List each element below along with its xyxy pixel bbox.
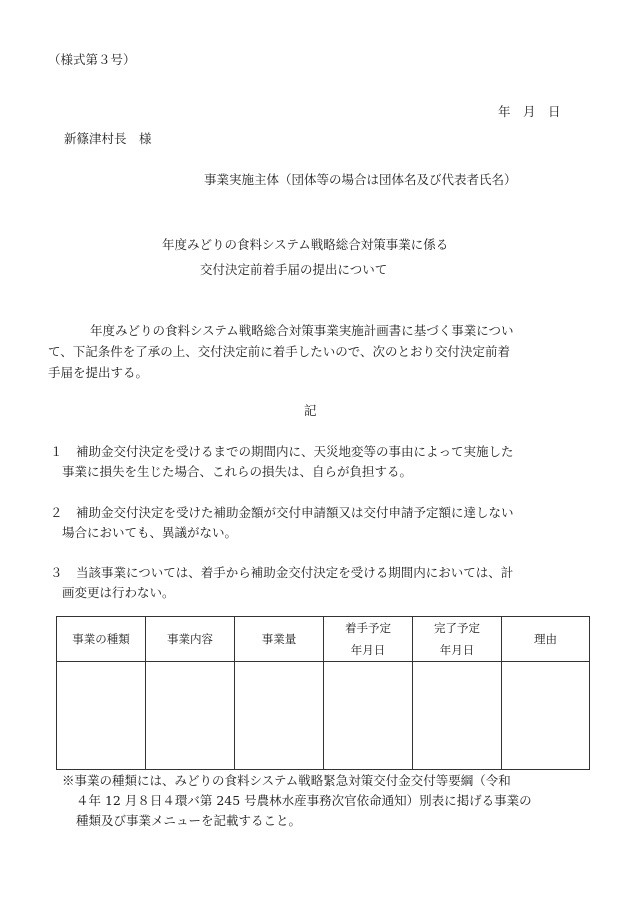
condition-number: １ [50, 444, 63, 459]
table-cell[interactable] [324, 662, 413, 770]
header-end-date-line2: 年月日 [439, 643, 475, 657]
table-cell[interactable] [502, 662, 590, 770]
condition-text-line1: 補助金交付決定を受けた補助金額が交付申請額又は交付申請予定額に達しない [76, 505, 514, 520]
addressee: 新篠津村長 様 [64, 131, 152, 146]
table-cell[interactable] [146, 662, 235, 770]
date-line: 年 月 日 [498, 104, 561, 119]
condition-text-line2: 事業に損失を生じた場合、これらの損失は、自らが負担する。 [62, 464, 413, 479]
table-cell[interactable] [235, 662, 324, 770]
document-title-line2: 交付決定前着手届の提出について [200, 262, 388, 277]
header-end-date-line1: 完了予定 [434, 621, 480, 635]
condition-text-line1: 当該事業については、着手から補助金交付決定を受ける期間内においては、計 [76, 565, 514, 580]
business-table [56, 616, 590, 770]
note-line1: ※事業の種類には、みどりの食料システム戦略緊急対策交付金交付等要綱（令和 [62, 773, 511, 788]
table-cell[interactable] [57, 662, 146, 770]
table-header-row [57, 617, 590, 662]
condition-text-line1: 補助金交付決定を受けるまでの期間内に、天災地変等の事由によって実施した [76, 444, 514, 459]
applicant-label: 事業実施主体（団体等の場合は団体名及び代表者氏名） [204, 172, 517, 187]
header-business-content: 事業内容 [146, 617, 235, 662]
form-number: （様式第３号） [48, 52, 136, 67]
body-line2: て、下記条件を了承の上、交付決定前に着手したいので、次のとおり交付決定前着 [48, 344, 511, 359]
condition-number: ３ [50, 565, 63, 580]
header-reason: 理由 [502, 617, 590, 662]
header-start-date-line1: 着手予定 [345, 621, 391, 635]
table-cell[interactable] [413, 662, 502, 770]
header-business-amount: 事業量 [235, 617, 324, 662]
ki-heading: 記 [304, 403, 317, 418]
header-business-type: 事業の種類 [57, 617, 146, 662]
header-end-date [413, 617, 502, 662]
condition-number: ２ [50, 505, 63, 520]
body-line1: 年度みどりの食料システム戦略総合対策事業実施計画書に基づく事業につい [90, 323, 514, 338]
condition-text-line2: 画変更は行わない。 [62, 585, 175, 600]
header-start-date-line2: 年月日 [350, 643, 386, 657]
table-row [57, 662, 590, 770]
note-line3: 種類及び事業メニューを記載すること。 [76, 813, 302, 828]
body-line3: 手届を提出する。 [48, 365, 149, 380]
document-title-line1: 年度みどりの食料システム戦略総合対策事業に係る [162, 237, 449, 252]
note-line2: ４年 12 月８日４環バ第 245 号農林水産事務次官依命通知）別表に掲げる事業の [76, 793, 532, 808]
condition-text-line2: 場合においても、異議がない。 [62, 525, 238, 540]
header-start-date [324, 617, 413, 662]
